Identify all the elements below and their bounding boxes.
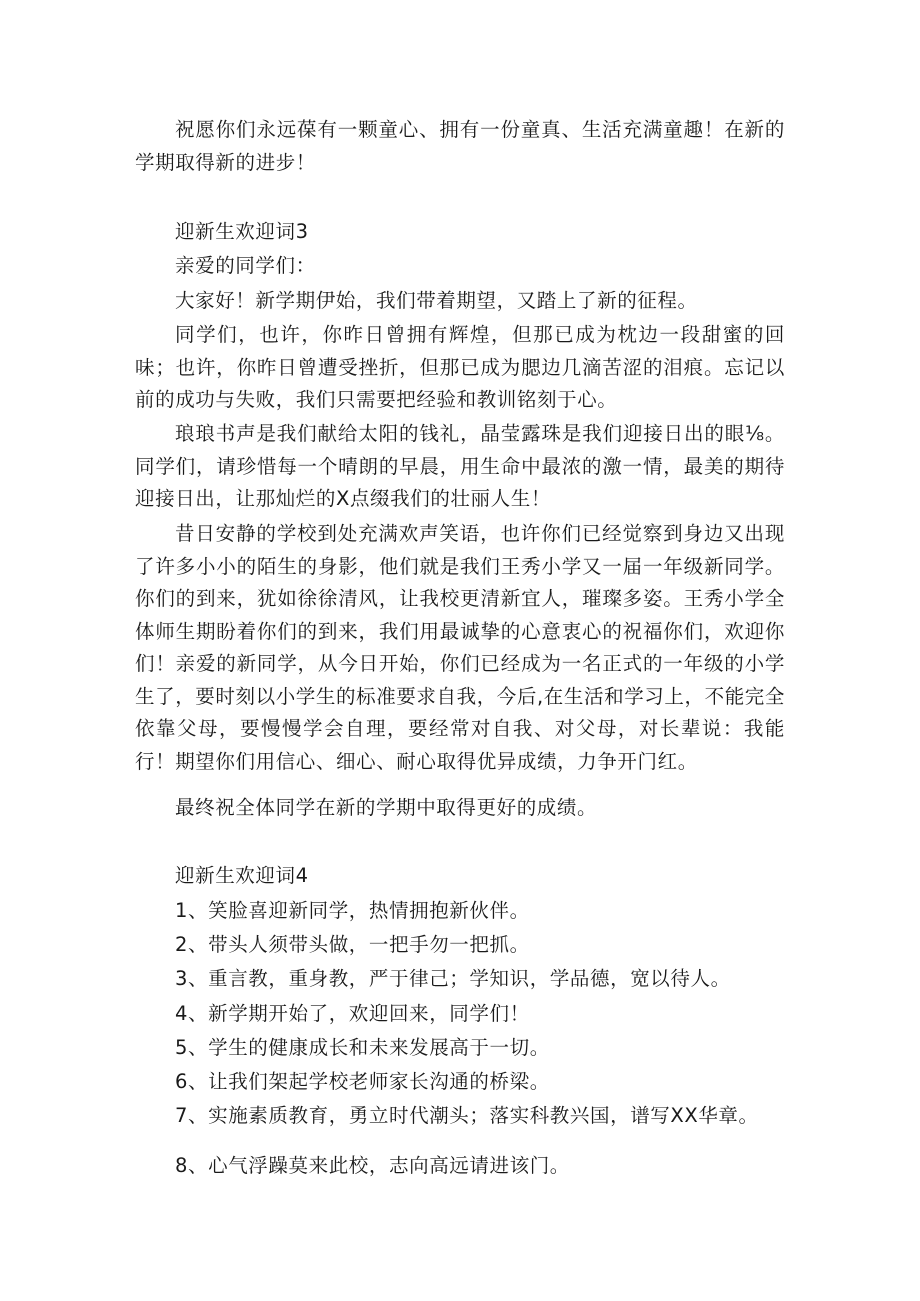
list-item: 4、新学期开始了，欢迎回来，同学们！: [175, 1002, 530, 1025]
list-item: 3、重言教，重身教，严于律己；学知识，学品德，宽以待人。: [175, 967, 731, 990]
list-item: 7、实施素质教育，勇立时代潮头；落实科教兴国，谱写XX华章。: [175, 1104, 759, 1127]
list-item: 5、学生的健康成长和未来发展高于一切。: [175, 1036, 550, 1059]
paragraph-2: 琅琅书声是我们献给太阳的钱礼，晶莹露珠是我们迎接日出的眼⅛。同学们，请珍惜每一个晴朗的早晨，用生命中最浓的激一情，最美的期待迎接日出，让那灿烂的X点缀我们的壮丽人生！: [135, 422, 785, 510]
paragraph-4: 最终祝全体同学在新的学期中取得更好的成绩。: [175, 796, 598, 819]
section-3-title: 迎新生欢迎词3: [175, 220, 309, 243]
paragraph-1: 同学们，也许，你昨日曾拥有辉煌，但那已成为枕边一段甜蜜的回味；也许，你昨日曾遭受挫折，但那已成为腮边几滴苦涩的泪痕。忘记以前的成功与失败，我们只需要把经验和教训铭刻于心。: [135, 323, 785, 411]
closing-wish-paragraph: 祝愿你们永远葆有一颗童心、拥有一份童真、生活充满童趣！在新的学期取得新的进步！: [135, 118, 785, 174]
list-item: 6、让我们架起学校老师家长沟通的桥梁。: [175, 1070, 550, 1093]
salutation: 亲爱的同学们：: [175, 254, 316, 277]
greeting: 大家好！新学期伊始，我们带着期望，又踏上了新的征程。: [175, 289, 698, 312]
list-item: 8、心气浮躁莫来此校，志向高远请进该门。: [175, 1154, 570, 1177]
list-item: 2、带头人须带头做，一把手勿一把抓。: [175, 933, 530, 956]
list-item: 1、笑脸喜迎新同学，热情拥抱新伙伴。: [175, 899, 530, 922]
section-4-title: 迎新生欢迎词4: [175, 864, 309, 887]
paragraph-3: 昔日安静的学校到处充满欢声笑语，也许你们已经觉察到身边又出现了许多小小的陌生的身影，他们就是我们王秀小学又一届一年级新同学。你们的到来，犹如徐徐清风，让我校更清新宜人，璀璨多姿。王秀小学全体师生期盼着你们的到来，我们用最诚挚的心意衷心的祝福你们，欢迎你们！亲爱的新同学，从今日开始，你们已经成为一名正式的一年级的小学生了，要时刻以小学生的标准要求自我，今后,在生活和学习上，不能完全依靠父母，要慢慢学会自理，要经常对自我、对父母，对长辈说：我能行！期望你们用信心、细心、耐心取得优异成绩，力争开门红。: [135, 522, 785, 773]
